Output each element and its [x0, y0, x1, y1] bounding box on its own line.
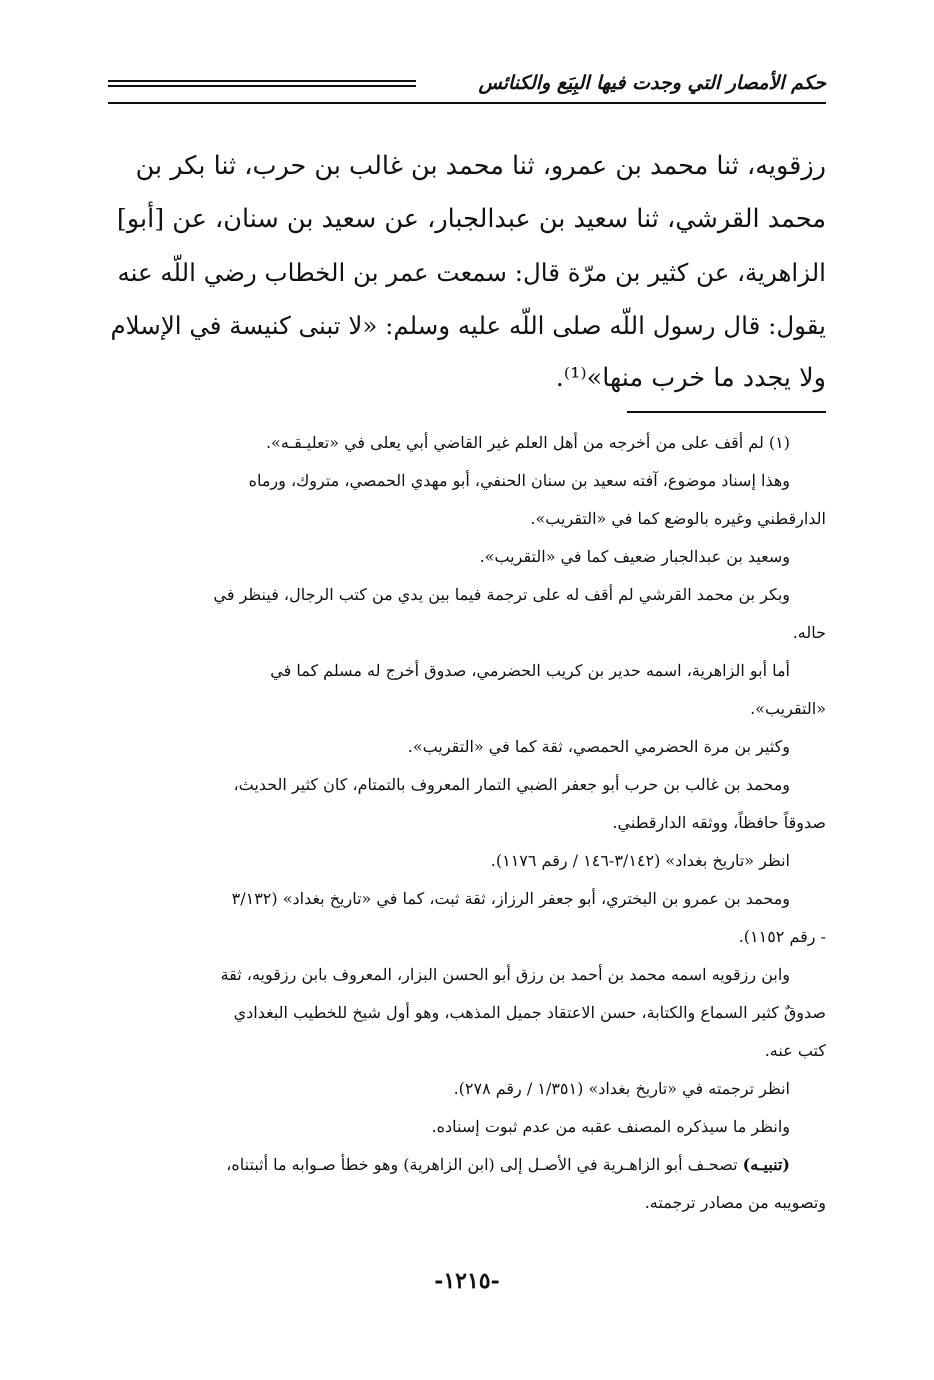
main-line: يقول: قال رسول اللّه صلى اللّه عليه وسلم: «لا تبنى كنيسة في الإسلام [110, 311, 826, 340]
main-text [108, 140, 826, 405]
main-line: الزاهرية، عن كثير بن مرّة قال: سمعت عمر بن الخطاب رضي اللّه عنه [117, 258, 826, 287]
footnote-line: ومحمد بن غالب بن حرب أبو جعفر الضبي التمار المعروف بالتمتام، كان كثير الحديث، [233, 775, 790, 794]
footnote-line: انظر ترجمته في «تاريخ بغداد» (١/٣٥١ / رقم ٢٧٨). [453, 1079, 790, 1098]
notice-label: (تنبيـه) [742, 1155, 790, 1174]
footnote-line: وهذا إسناد موضوع، آفته سعيد بن سنان الحنفي، أبو مهدي الحمصي، متروك، ورماه [248, 471, 790, 490]
footnote-line: ومحمد بن عمرو بن البختري، أبو جعفر الرزاز، ثقة ثبت، كما في «تاريخ بغداد» (٣/١٣٢ [231, 889, 790, 908]
notice-text: تصحـف أبو الزاهـرية في الأصـل إلى (ابن الزاهرية) وهو خطأ صـوابه ما أثبتناه، [226, 1155, 738, 1174]
footnote-line: وكثير بن مرة الحضرمي الحمصي، ثقة كما في «التقريب». [407, 737, 790, 756]
footnote-line: وابن رزقويه اسمه محمد بن أحمد بن رزق أبو الحسن البزار، المعروف بابن رزقويه، ثقة [220, 965, 790, 984]
running-header [108, 68, 826, 108]
main-line: رزقويه، ثنا محمد بن عمرو، ثنا محمد بن غالب بن حرب، ثنا بكر بن [135, 151, 826, 181]
header-rule [108, 102, 826, 104]
footnote-line: صدوقاً حافظاً، ووثقه الدارقطني. [612, 813, 826, 832]
header-ornament-line [108, 80, 416, 82]
running-title: حكم الأمصار التي وجدت فيها البِيَع والكنائس [478, 72, 826, 94]
footnote-line: حاله. [792, 623, 826, 642]
main-line: ولا يجدد ما خرب منها»⁽¹⁾. [555, 363, 826, 393]
footnote-line: وتصويبه من مصادر ترجمته. [644, 1193, 826, 1212]
footnote-line: (١) لم أقف على من أخرجه من أهل العلم غير القاضي أبي يعلى في «تعليـقـه». [265, 433, 790, 452]
footnote-line: الدارقطني وغيره بالوضع كما في «التقريب». [530, 509, 826, 528]
footnote-line: - رقم ١١٥٢). [738, 927, 826, 946]
page-number: -١٢١٥- [434, 1268, 500, 1294]
footnote-line: انظر «تاريخ بغداد» (٣/١٤٢-١٤٦ / رقم ١١٧٦). [490, 851, 790, 870]
footnote-line [108, 1146, 826, 1184]
footnote-line: وبكر بن محمد القرشي لم أقف له على ترجمة فيما بين يدي من كتب الرجال، فينظر في [213, 585, 790, 604]
footnote-line: وسعيد بن عبدالجبار ضعيف كما في «التقريب». [479, 547, 790, 566]
footnote-line: «التقريب». [750, 699, 826, 718]
footnote-line: كتب عنه. [764, 1041, 826, 1060]
footnotes [108, 424, 826, 1222]
footnote-separator [627, 411, 826, 413]
footnote-line: وانظر ما سيذكره المصنف عقبه من عدم ثبوت إسناده. [431, 1117, 790, 1136]
footnote-line: أما أبو الزاهرية، اسمه حدير بن كريب الحضرمي، صدوق أخرج له مسلم كما في [270, 661, 790, 680]
main-line: محمد القرشي، ثنا سعيد بن عبدالجبار، عن سعيد بن سنان، عن [أبو] [116, 204, 826, 234]
header-ornament-line [108, 85, 416, 87]
footnote-line: صدوقٌ كثير السماع والكتابة، حسن الاعتقاد جميل المذهب، وهو أول شيخ للخطيب البغدادي [233, 1003, 826, 1022]
